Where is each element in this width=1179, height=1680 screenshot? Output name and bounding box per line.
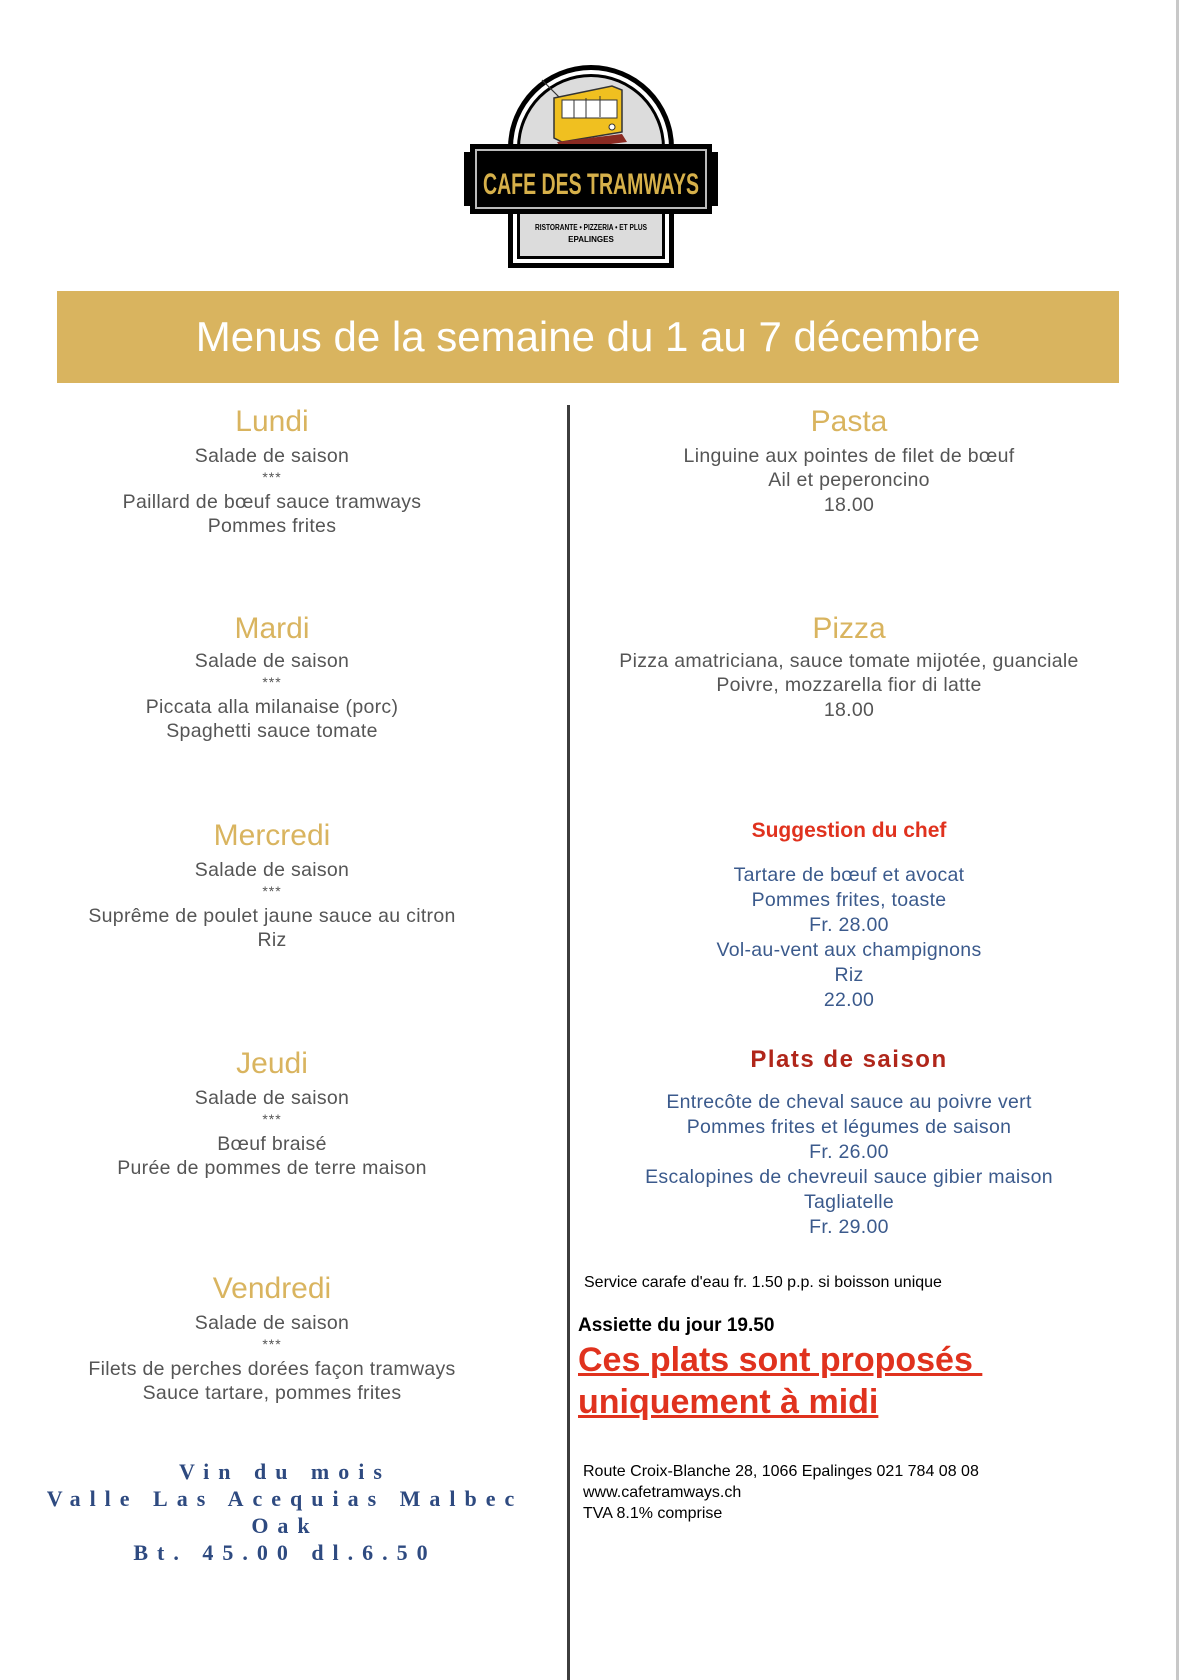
- day-lundi: [40, 404, 504, 538]
- wine-label: Vin du mois: [179, 1459, 391, 1484]
- plats-line: Tagliatelle: [803, 1191, 895, 1213]
- pasta-line: Linguine aux pointes de filet de bœuf: [683, 445, 1015, 467]
- main-dish: Bœuf braisé: [217, 1133, 327, 1155]
- column-divider: [567, 405, 570, 1680]
- plats-line: Pommes frites et légumes de saison: [686, 1116, 1012, 1138]
- pizza-price: 18.00: [823, 699, 875, 721]
- day-name: Jeudi: [236, 1047, 308, 1080]
- pizza-section: [578, 611, 1120, 723]
- day-jeudi: [40, 1046, 504, 1180]
- day-mercredi: [40, 818, 504, 952]
- side-dish: Riz: [257, 929, 287, 951]
- main-dish: Paillard de bœuf sauce tramways: [122, 491, 422, 513]
- midi-notice-line: Ces plats sont proposés: [578, 1341, 983, 1379]
- day-name: Mardi: [234, 612, 310, 645]
- suggestion-title: Suggestion du chef: [751, 819, 947, 842]
- suggestion-price: Fr. 28.00: [809, 914, 889, 936]
- page-title-band: [57, 291, 1119, 383]
- day-vendredi: [40, 1271, 504, 1405]
- assiette-du-jour: Assiette du jour 19.50: [578, 1315, 775, 1336]
- pizza-line: Pizza amatriciana, sauce tomate mijotée, guanciale: [619, 650, 1079, 672]
- separator: ***: [262, 1336, 282, 1352]
- footer-info: [583, 1461, 979, 1524]
- separator: ***: [262, 469, 282, 485]
- plats-saison-section: [578, 1046, 1120, 1240]
- separator: ***: [262, 1111, 282, 1127]
- pasta-price: 18.00: [823, 494, 875, 516]
- day-name: Mercredi: [213, 819, 331, 852]
- starter: Salade de saison: [194, 1087, 350, 1109]
- page-title: Menus de la semaine du 1 au 7 décembre: [195, 313, 981, 360]
- tram-logo-icon: [462, 70, 720, 268]
- logo-name: CAFE DES TRAMWAYS: [483, 168, 699, 201]
- starter: Salade de saison: [194, 859, 350, 881]
- starter: Salade de saison: [194, 445, 350, 467]
- side-dish: Pommes frites: [207, 515, 337, 537]
- day-mardi: [40, 611, 504, 743]
- wine-variant: Oak: [251, 1513, 319, 1538]
- pasta-line: Ail et peperoncino: [768, 469, 930, 491]
- day-name: Lundi: [235, 405, 309, 438]
- plats-line: Escalopines de chevreuil sauce gibier maison: [645, 1166, 1053, 1188]
- side-dish: Spaghetti sauce tomate: [166, 720, 378, 742]
- wine-name: Valle Las Acequias Malbec: [46, 1486, 524, 1511]
- day-name: Vendredi: [212, 1272, 332, 1305]
- starter: Salade de saison: [194, 1312, 350, 1334]
- separator: ***: [262, 674, 282, 690]
- logo-location: EPALINGES: [568, 235, 614, 244]
- suggestion-line: Tartare de bœuf et avocat: [733, 864, 965, 886]
- midi-notice-line: uniquement à midi: [578, 1383, 879, 1421]
- separator: ***: [262, 883, 282, 899]
- cafe-logo: [462, 70, 720, 268]
- tva-note: TVA 8.1% comprise: [583, 1505, 723, 1522]
- midi-notice: [578, 1339, 982, 1423]
- main-dish: Piccata alla milanaise (porc): [145, 696, 399, 718]
- plats-price: Fr. 29.00: [809, 1216, 889, 1238]
- plats-price: Fr. 26.00: [809, 1141, 889, 1163]
- logo-tagline: RISTORANTE • PIZZERIA • ET PLUS: [535, 223, 648, 232]
- pizza-line: Poivre, mozzarella fior di latte: [716, 674, 982, 696]
- website: www.cafetramways.ch: [583, 1484, 742, 1501]
- wine-price: Bt. 45.00 dl.6.50: [133, 1540, 437, 1565]
- suggestion-section: [578, 818, 1120, 1013]
- starter: Salade de saison: [194, 650, 350, 672]
- pasta-title: Pasta: [810, 405, 888, 438]
- suggestion-line: Riz: [834, 964, 864, 986]
- service-note: Service carafe d'eau fr. 1.50 p.p. si boisson unique: [584, 1274, 942, 1291]
- suggestion-price: 22.00: [823, 989, 875, 1011]
- wine-of-month: [20, 1458, 550, 1566]
- address: Route Croix-Blanche 28, 1066 Epalinges 021 784 08 08: [583, 1463, 979, 1480]
- suggestion-line: Pommes frites, toaste: [751, 889, 947, 911]
- suggestion-line: Vol-au-vent aux champignons: [716, 939, 982, 961]
- main-dish: Filets de perches dorées façon tramways: [88, 1358, 456, 1380]
- pasta-section: [578, 404, 1120, 518]
- plats-line: Entrecôte de cheval sauce au poivre vert: [666, 1091, 1032, 1113]
- main-dish: Suprême de poulet jaune sauce au citron: [88, 905, 456, 927]
- side-dish: Sauce tartare, pommes frites: [142, 1382, 402, 1404]
- pizza-title: Pizza: [812, 612, 886, 645]
- plats-saison-title: Plats de saison: [750, 1046, 948, 1073]
- side-dish: Purée de pommes de terre maison: [117, 1157, 427, 1179]
